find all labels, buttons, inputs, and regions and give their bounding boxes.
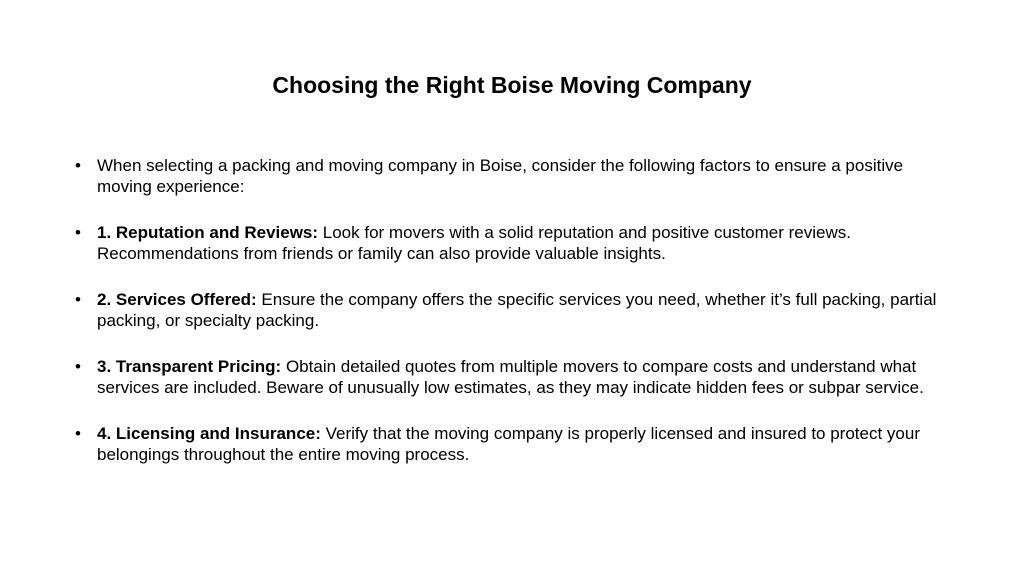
bullet-text: Look for movers with a solid reputation and positive customer reviews. Recommendations from friends or family can also provide valuable insights. [97, 223, 851, 263]
bullet-dot-icon: • [75, 357, 81, 376]
bullet-licensing [75, 424, 945, 465]
bullet-reputation [75, 223, 945, 264]
bullet-text: When selecting a packing and moving company in Boise, consider the following factors to ensure a positive moving experience: [97, 156, 904, 196]
bullet-dot-icon: • [75, 290, 81, 309]
bullet-heading: 3. Transparent Pricing: [97, 357, 282, 376]
bullet-text: Obtain detailed quotes from multiple movers to compare costs and understand what services are included. Beware of unusually low estimates, as they may indicate hidden fees or subpar service. [97, 357, 924, 397]
bullet-list [75, 156, 945, 491]
slide-title: Choosing the Right Boise Moving Company [272, 72, 752, 98]
bullet-text: Ensure the company offers the specific services you need, whether it’s full packing, partial packing, or specialty packing. [97, 290, 937, 330]
bullet-dot-icon: • [75, 156, 81, 175]
bullet-heading: 1. Reputation and Reviews: [97, 223, 319, 242]
bullet-heading: 4. Licensing and Insurance: [97, 424, 321, 443]
bullet-dot-icon: • [75, 424, 81, 443]
bullet-intro [75, 156, 945, 197]
bullet-heading: 2. Services Offered: [97, 290, 257, 309]
bullet-pricing [75, 357, 945, 398]
bullet-dot-icon: • [75, 223, 81, 242]
bullet-services [75, 290, 945, 331]
bullet-text: Verify that the moving company is properly licensed and insured to protect your belongings throughout the entire moving process. [97, 424, 920, 464]
